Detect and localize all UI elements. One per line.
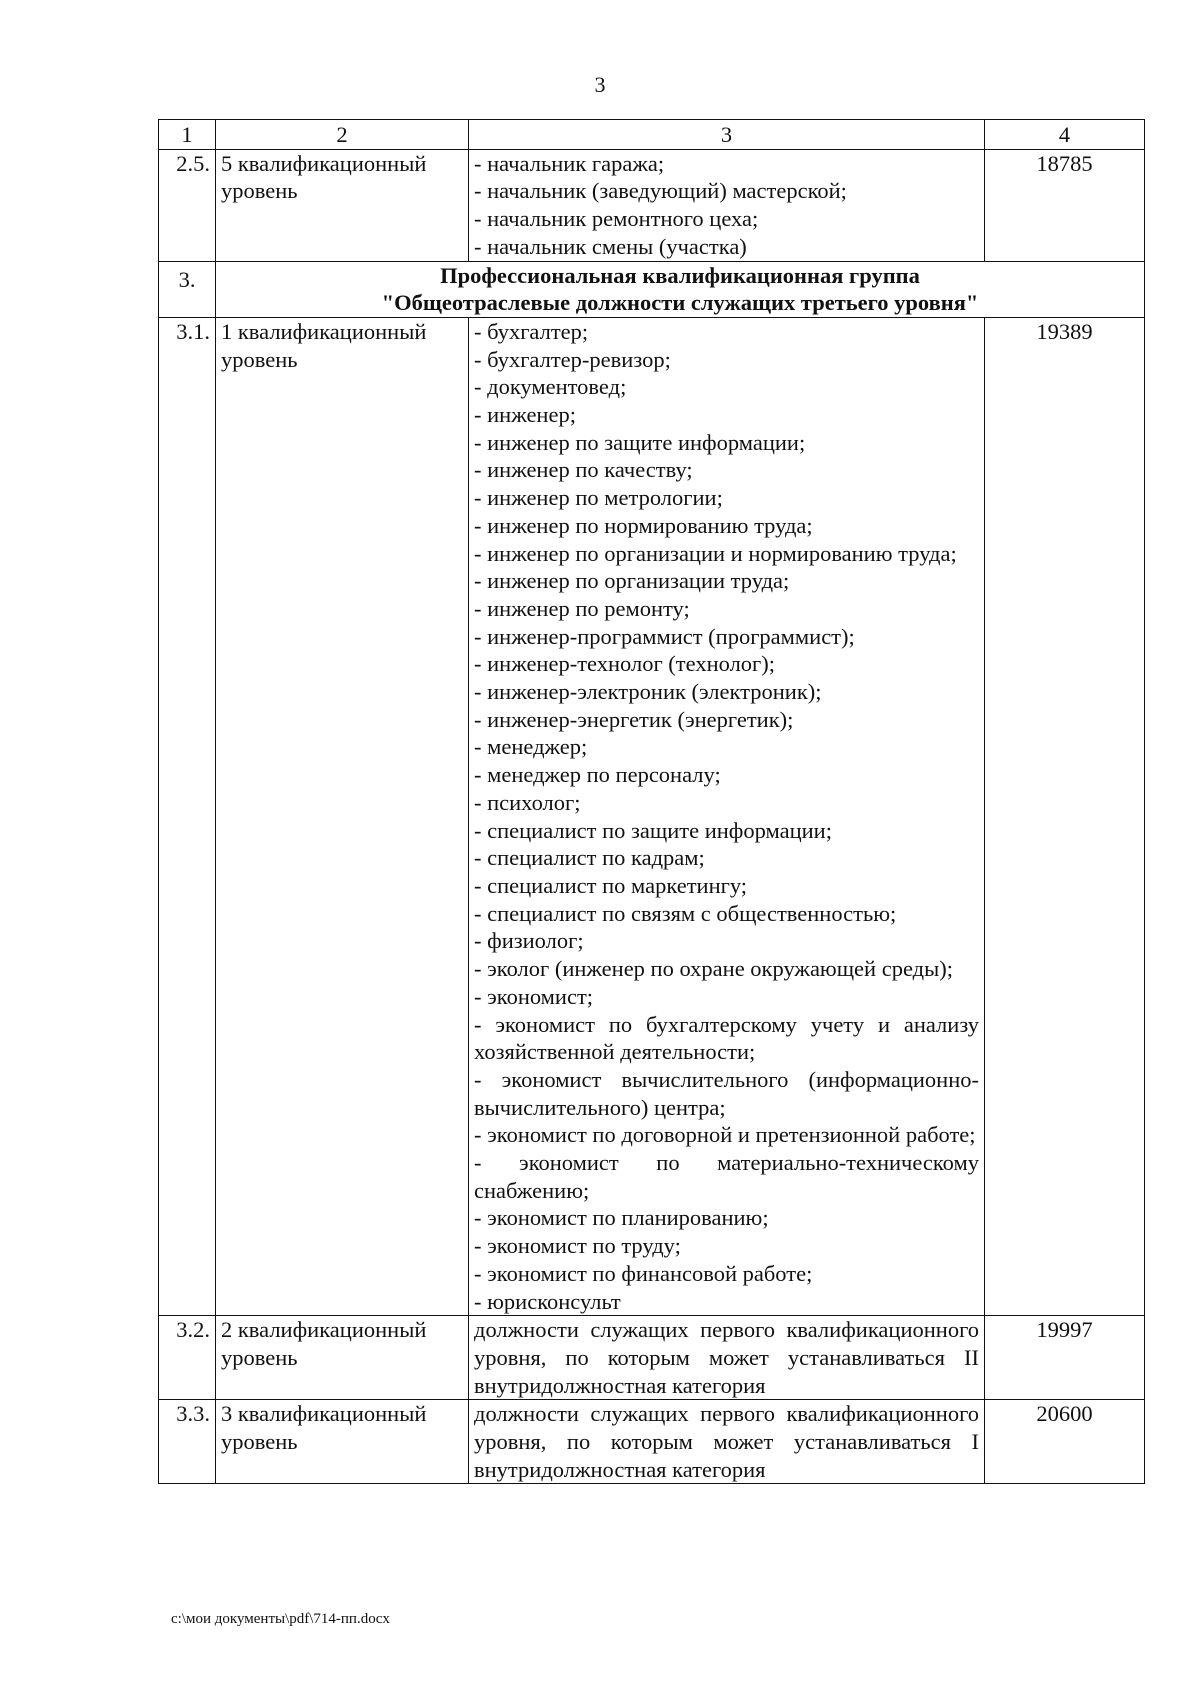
position-item: - инженер-технолог (технолог); xyxy=(474,651,776,677)
group-title-line-2: "Общеотраслевые должности служащих третьего уровня" xyxy=(381,290,979,316)
position-item: - инженер по организации и нормированию труда; xyxy=(474,540,957,566)
column-number-1: 1 xyxy=(159,120,216,150)
position-item: - специалист по связям с общественностью; xyxy=(474,900,897,926)
row-number: 2.5. xyxy=(159,149,216,261)
position-item: - начальник ремонтного цеха; xyxy=(474,206,759,232)
position-item: - инженер-энергетик (энергетик); xyxy=(474,706,794,732)
salary-value: 18785 xyxy=(985,149,1145,261)
position-item: - экономист по планированию; xyxy=(474,1205,769,1231)
position-item: - экономист по финансовой работе; xyxy=(474,1260,813,1286)
table-row-2-5 xyxy=(159,149,1145,261)
group-title xyxy=(216,261,1145,317)
qualification-level: 5 квалификационный уровень xyxy=(216,149,469,261)
table-header-row xyxy=(159,120,1145,150)
position-item: - начальник гаража; xyxy=(474,150,665,176)
position-item: - инженер по нормированию труда; xyxy=(474,512,813,538)
position-item: - инженер; xyxy=(474,402,576,428)
position-item: - экономист по труду; xyxy=(474,1233,681,1259)
position-item: - менеджер по персоналу; xyxy=(474,762,721,788)
group-title-line-1: Профессиональная квалификационная группа xyxy=(440,262,920,288)
position-item: - бухгалтер-ревизор; xyxy=(474,346,671,372)
column-number-3: 3 xyxy=(469,120,985,150)
position-item: - начальник смены (участка) xyxy=(474,233,747,259)
file-path-footer: c:\мои документы\pdf\714-пп.docx xyxy=(171,1611,390,1627)
position-item: - физиолог; xyxy=(474,928,584,954)
row-number: 3.2. xyxy=(159,1316,216,1400)
column-number-2: 2 xyxy=(216,120,469,150)
qualification-level: 3 квалификационный уровень xyxy=(216,1400,469,1484)
section-number: 3. xyxy=(159,261,216,317)
position-item: - инженер по ремонту; xyxy=(474,595,690,621)
position-description: должности служащих первого квалификационного уровня, по которым может устанавливаться I внутридолжностная категория xyxy=(469,1400,985,1484)
position-item: - бухгалтер; xyxy=(474,318,589,344)
position-item: - инженер-программист (программист); xyxy=(474,623,855,649)
position-item: - инженер по метрологии; xyxy=(474,485,723,511)
section-row-3 xyxy=(159,261,1145,317)
position-item: - экономист; xyxy=(474,983,594,1009)
page-number: 3 xyxy=(594,72,606,97)
position-item: - менеджер; xyxy=(474,734,588,760)
position-item: - юрисконсульт xyxy=(474,1288,621,1314)
position-item: - экономист по договорной и претензионной работе; xyxy=(474,1122,976,1148)
position-item: - специалист по кадрам; xyxy=(474,845,705,871)
qualification-level: 2 квалификационный уровень xyxy=(216,1316,469,1400)
positions-list xyxy=(469,149,985,261)
row-number: 3.1. xyxy=(159,317,216,1315)
position-description: должности служащих первого квалификационного уровня, по которым может устанавливаться II внутридолжностная категория xyxy=(469,1316,985,1400)
row-number: 3.3. xyxy=(159,1400,216,1484)
position-item: - экономист по материально-техническому снабжению; xyxy=(474,1150,979,1203)
table-row-3-1 xyxy=(159,317,1145,1315)
table-row-3-3 xyxy=(159,1400,1145,1484)
position-item: - специалист по защите информации; xyxy=(474,817,832,843)
position-item: - эколог (инженер по охране окружающей среды); xyxy=(474,956,953,982)
position-item: - экономист вычислительного (информационно-вычислительного) центра; xyxy=(474,1066,979,1120)
position-item: - инженер по защите информации; xyxy=(474,429,806,455)
position-item: - инженер по организации труда; xyxy=(474,568,790,594)
position-item: - начальник (заведующий) мастерской; xyxy=(474,178,847,204)
column-number-4: 4 xyxy=(985,120,1145,150)
positions-list xyxy=(469,317,985,1315)
position-item: - экономист по бухгалтерскому учету и анализу хозяйственной деятельности; xyxy=(474,1011,979,1065)
position-item: - документовед; xyxy=(474,374,627,400)
position-item: - специалист по маркетингу; xyxy=(474,872,748,898)
table-row-3-2 xyxy=(159,1316,1145,1400)
position-item: - инженер по качеству; xyxy=(474,457,693,483)
position-item: - психолог; xyxy=(474,789,581,815)
salary-value: 19389 xyxy=(985,317,1145,1315)
qualification-level: 1 квалификационный уровень xyxy=(216,317,469,1315)
salary-value: 19997 xyxy=(985,1316,1145,1400)
qualification-table xyxy=(158,119,1145,1484)
salary-value: 20600 xyxy=(985,1400,1145,1484)
position-item: - инженер-электроник (электроник); xyxy=(474,679,822,705)
